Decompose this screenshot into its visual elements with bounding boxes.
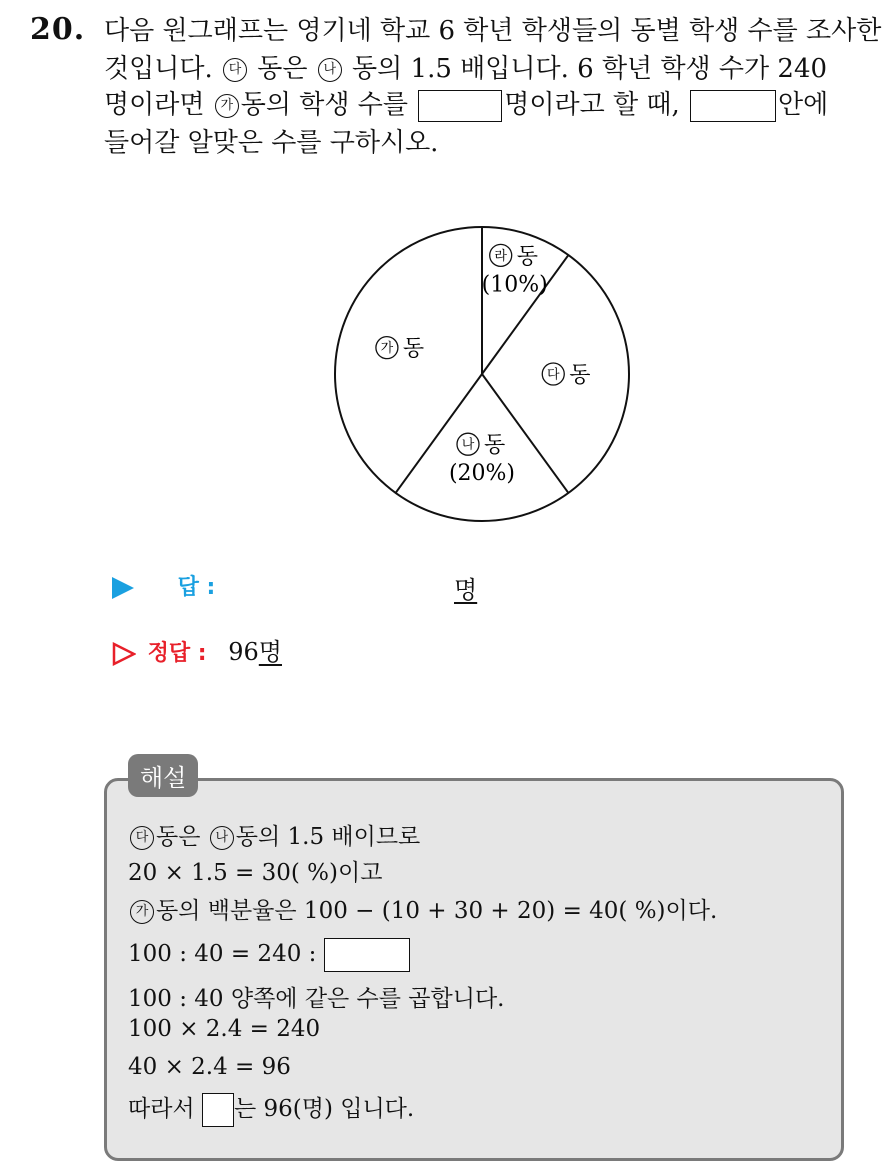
- answer-blank-box: [690, 90, 776, 122]
- explanation-text: 100 : 40 = 240 :: [128, 941, 317, 967]
- question-text: 명이라면: [104, 90, 205, 120]
- pie-label-name: 동: [484, 433, 506, 459]
- correct-answer-unit: 명: [258, 638, 282, 666]
- explanation-line-8: [128, 1090, 414, 1127]
- question-text: 것입니다.: [104, 54, 213, 84]
- answer-label: 답 :: [177, 575, 216, 600]
- circled-letter-icon: 다: [130, 826, 154, 850]
- explanation-blank-box-small: [202, 1093, 234, 1127]
- question-text: 안에: [778, 90, 829, 120]
- explanation-line-5: 100 : 40 양쪽에 같은 수를 곱합니다.: [128, 986, 505, 1012]
- pie-label-percent: (10%): [481, 272, 548, 298]
- question-line-3: [104, 90, 828, 122]
- question-line-2: [104, 56, 827, 82]
- explanation-text: 는 96(명) 입니다.: [233, 1096, 415, 1122]
- correct-answer-value: 96: [228, 638, 259, 666]
- question-text: 동은: [257, 54, 308, 84]
- explanation-line-1: [128, 818, 420, 851]
- pie-chart: [330, 222, 634, 526]
- pie-label-letter: 가: [380, 341, 394, 357]
- explanation-text: 따라서: [128, 1096, 195, 1122]
- circled-letter-icon: 다: [223, 58, 247, 82]
- correct-triangle-icon: [112, 642, 136, 666]
- question-line-1: 다음 원그래프는 영기네 학교 6 학년 학생들의 동별 학생 수를 조사한: [104, 16, 882, 46]
- explanation-line-6: 100 × 2.4 = 240: [128, 1016, 321, 1042]
- answer-unit: 명: [454, 576, 478, 604]
- circled-letter-icon: 가: [130, 900, 154, 924]
- explanation-line-7: 40 × 2.4 = 96: [128, 1054, 291, 1080]
- circled-letter-icon: 나: [210, 826, 234, 850]
- answer-triangle-icon: [112, 577, 134, 599]
- question-text: 동의 학생 수를: [240, 90, 408, 120]
- circled-letter-icon: 가: [215, 94, 239, 118]
- circled-letter-icon: 나: [318, 58, 342, 82]
- question-line-4: 들어갈 알맞은 수를 구하시오.: [104, 128, 439, 158]
- pie-label-letter: 나: [461, 437, 475, 453]
- pie-label-percent: (20%): [448, 461, 516, 487]
- pie-label-name: 동: [569, 363, 591, 388]
- answer-blank-box: [418, 90, 502, 122]
- explanation-text: 동의 백분율은 100 − (10 + 30 + 20) = 40( %)이다.: [156, 898, 718, 924]
- question-text: 명이라고 할 때,: [504, 90, 680, 120]
- pie-label-letter: 라: [494, 248, 507, 264]
- explanation-line-2: 20 × 1.5 = 30( %)이고: [128, 860, 383, 886]
- pie-label-name: 동: [516, 244, 538, 270]
- answer-row: [112, 570, 478, 604]
- explanation-line-4: [128, 938, 410, 972]
- correct-answer-row: [112, 632, 282, 667]
- question-text: 동의 1.5 배입니다. 6 학년 학생 수가 240: [352, 54, 828, 84]
- question-number: 20.: [30, 12, 86, 47]
- correct-answer-label: 정답 :: [147, 641, 207, 666]
- explanation-line-3: [128, 892, 717, 925]
- explanation-blank-box: [324, 938, 410, 972]
- explanation-tab: 해설: [128, 754, 198, 797]
- explanation-text: 동은: [156, 824, 201, 850]
- explanation-text: 동의 1.5 배이므로: [235, 824, 421, 850]
- pie-label-name: 동: [402, 336, 425, 362]
- pie-label-letter: 다: [546, 367, 560, 383]
